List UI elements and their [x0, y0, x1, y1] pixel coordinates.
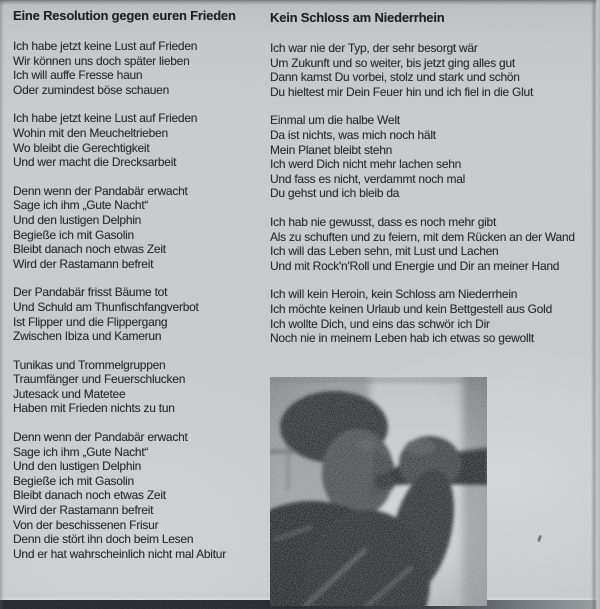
- lyric-line: Ich will das Leben sehn, mit Lust und Lachen: [270, 244, 499, 259]
- song-title-right: Kein Schloss am Niederrhein: [270, 10, 445, 25]
- lyric-stanza: [13, 111, 265, 169]
- lyric-line: Ich wollte Dich, und eins das schwör ich Dir: [270, 316, 490, 331]
- lyrics-right: [270, 41, 596, 346]
- lyric-line: Da ist nichts, was mich noch hält: [270, 127, 436, 142]
- lyric-line: Wo bleibt die Gerechtigkeit: [13, 140, 150, 155]
- lyric-line: Ich habe jetzt keine Lust auf Frieden: [13, 111, 198, 126]
- lyric-line: Bleibt danach noch etwas Zeit: [13, 488, 166, 503]
- lyric-line: Um Zukunft und so weiter, bis jetzt ging alles gut: [270, 55, 515, 70]
- lyric-line: Wohin mit den Meucheltrieben: [13, 125, 168, 140]
- song-column-right: [270, 10, 596, 360]
- lyric-stanza: [13, 39, 265, 97]
- lyric-stanza: [270, 113, 596, 201]
- lyric-line: Begieße ich mit Gasolin: [13, 227, 134, 242]
- lyric-line: Du gehst und ich bleib da: [270, 186, 400, 201]
- lyric-line: Ich werd Dich nicht mehr lachen sehn: [270, 157, 462, 172]
- lyric-line: Sage ich ihm „Gute Nacht“: [13, 444, 149, 459]
- lyric-line: Und er hat wahrscheinlich nicht mal Abitur: [13, 546, 226, 561]
- lyric-line: Denn wenn der Pandabär erwacht: [13, 430, 188, 445]
- lyric-line: Zwischen Ibiza und Kamerun: [13, 329, 162, 344]
- lyric-line: Denn die stört ihn doch beim Lesen: [13, 532, 194, 547]
- lyric-line: Und mit Rock'n'Roll und Energie und Dir an meiner Hand: [270, 258, 560, 273]
- lyric-line: Und den lustigen Delphin: [13, 212, 142, 227]
- lyric-line: Haben mit Frieden nichts zu tun: [13, 401, 175, 416]
- lyric-line: Traumfänger und Feuerschlucken: [13, 372, 186, 387]
- lyric-stanza: [13, 358, 265, 416]
- lyric-line: Und wer macht die Drecksarbeit: [13, 155, 177, 170]
- lyric-line: Einmal um die halbe Welt: [270, 113, 400, 128]
- lyrics-left: [13, 39, 265, 561]
- lyric-line: Ich war nie der Typ, der sehr besorgt wär: [270, 41, 478, 55]
- lyric-line: Denn wenn der Pandabär erwacht: [13, 183, 188, 198]
- lyric-line: Ich möchte keinen Urlaub und kein Bettgestell aus Gold: [270, 301, 553, 316]
- page-edge-top: [0, 0, 600, 5]
- lyric-line: Von der beschissenen Frisur: [13, 517, 159, 532]
- lyric-line: Wird der Rastamann befreit: [13, 503, 154, 518]
- page-edge-left: [0, 0, 4, 609]
- dust-speck: [537, 535, 542, 543]
- lyric-stanza: [13, 184, 265, 272]
- song-column-left: [13, 8, 265, 575]
- lyric-stanza: [270, 287, 596, 345]
- lyric-line: Und fass es nicht, verdammt noch mal: [270, 171, 466, 186]
- lyric-line: Der Pandabär frisst Bäume tot: [13, 285, 168, 300]
- lyric-line: Jutesack und Matetee: [13, 386, 126, 401]
- lyric-line: Tunikas und Trommelgruppen: [13, 357, 166, 372]
- lyric-line: Ich will auffe Fresse haun: [13, 68, 143, 83]
- lyric-line: Ich habe jetzt keine Lust auf Frieden: [13, 39, 198, 53]
- lyric-line: Wird der Rastamann befreit: [13, 256, 154, 271]
- band-photo: [270, 377, 487, 606]
- lyric-line: Noch nie in meinem Leben hab ich etwas so gewollt: [270, 331, 534, 346]
- lyric-line: Wir können uns doch später lieben: [13, 53, 190, 68]
- lyric-line: Dann kamst Du vorbei, stolz und stark und schön: [270, 70, 520, 85]
- lyric-line: Mein Planet bleibt stehn: [270, 142, 393, 157]
- lyric-line: Ich hab nie gewusst, dass es noch mehr gibt: [270, 214, 497, 229]
- lyric-stanza: [270, 215, 596, 273]
- lyric-line: Bleibt danach noch etwas Zeit: [13, 242, 166, 257]
- lyric-line: Sage ich ihm „Gute Nacht“: [13, 198, 149, 213]
- lyric-line: Oder zumindest böse schauen: [13, 82, 170, 97]
- lyric-line: Als zu schuften und zu feiern, mit dem Rücken an der Wand: [270, 229, 575, 244]
- lyric-line: Ich will kein Heroin, kein Schloss am Niederrhein: [270, 287, 518, 302]
- lyric-line: Begieße ich mit Gasolin: [13, 473, 134, 488]
- lyric-stanza: [13, 430, 265, 561]
- lyric-line: Und den lustigen Delphin: [13, 459, 142, 474]
- lyric-line: Und Schuld am Thunfischfangverbot: [13, 299, 199, 314]
- song-title-left: Eine Resolution gegen euren Frieden: [13, 8, 236, 23]
- lyric-line: Ist Flipper und die Flippergang: [13, 314, 168, 329]
- lyric-stanza: [270, 41, 596, 99]
- lyric-stanza: [13, 285, 265, 343]
- lyric-line: Du hieltest mir Dein Feuer hin und ich fiel in die Glut: [270, 84, 534, 99]
